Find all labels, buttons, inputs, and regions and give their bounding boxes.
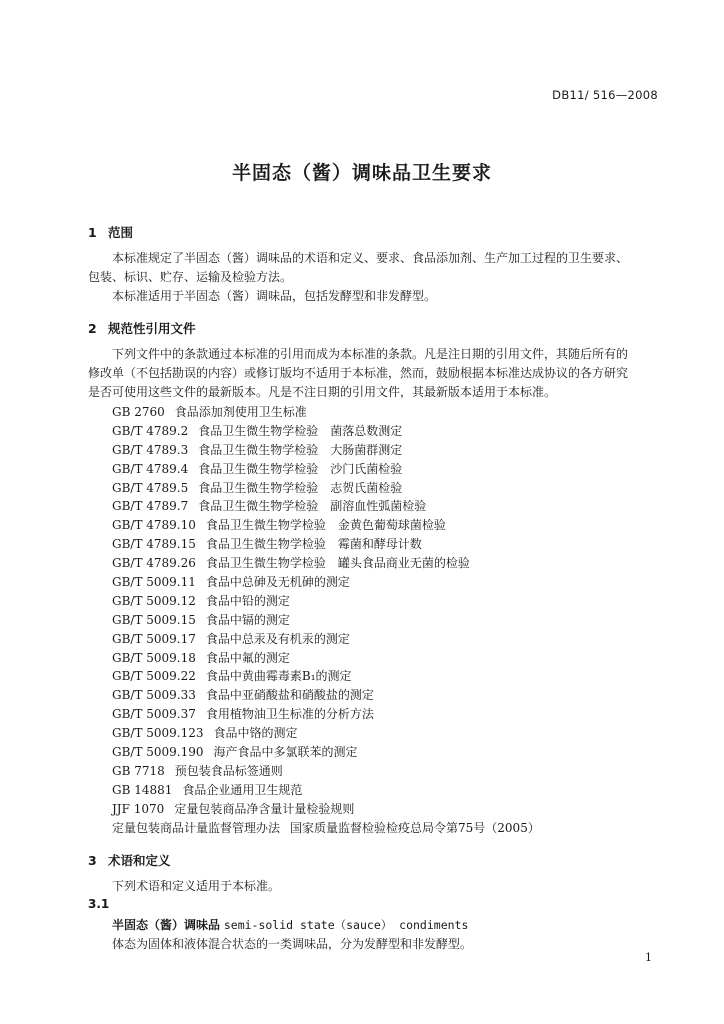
reference-item [112,724,540,743]
reference-code: GB/T 4789.10 [112,518,196,533]
reference-code: GB/T 5009.37 [112,707,196,722]
term-chinese: 半固态（酱）调味品 [112,918,221,932]
section-2-paragraph [88,345,656,402]
reference-item [112,781,540,800]
reference-title: 食品卫生微生物学检验 沙门氏菌检验 [198,461,403,476]
section-2-heading [88,319,196,337]
paragraph-line: 包装、标识、贮存、运输及检验方法。 [88,270,293,284]
reference-item [112,705,540,724]
reference-code: JJF 1070 [112,801,165,816]
reference-item [112,516,540,535]
reference-title: 食品卫生微生物学检验 副溶血性弧菌检验 [198,499,427,514]
reference-item [112,535,540,554]
reference-code: GB/T 4789.2 [112,423,189,438]
reference-item [112,479,540,498]
paragraph-line: 本标准规定了半固态（酱）调味品的术语和定义、要求、食品添加剂、生产加工过程的卫生要求、 [112,251,629,265]
reference-title: 食品中总汞及有机汞的测定 [205,631,350,646]
reference-title: 食品企业通用卫生规范 [182,782,303,797]
normative-references-list [112,403,540,837]
reference-code: GB 7718 [112,763,165,778]
reference-title: 食品中亚硝酸盐和硝酸盐的测定 [205,688,374,703]
reference-code: GB/T 5009.33 [112,688,196,703]
reference-code: GB/T 5009.190 [112,745,204,760]
reference-title: 食品添加剂使用卫生标准 [174,405,307,419]
reference-item [112,592,540,611]
reference-code: GB/T 5009.22 [112,669,196,684]
reference-code: GB 2760 [112,405,165,419]
reference-item [112,460,540,479]
paragraph-line: 是否可使用这些文件的最新版本。凡是不注日期的引用文件，其最新版本适用于本标准。 [88,385,557,399]
reference-item [112,403,540,422]
reference-item [112,611,540,630]
paragraph-line: 下列文件中的条款通过本标准的引用而成为本标准的条款。凡是注日期的引用文件，其随后所有的 [112,347,629,361]
term-definition: 体态为固体和液体混合状态的一类调味品，分为发酵型和非发酵型。 [112,937,473,951]
section-1-paragraph-2 [88,287,656,306]
term-english: semi-solid state（sauce） condiments [223,918,469,932]
reference-title: 海产食品中多氯联苯的测定 [213,745,358,760]
paragraph-line: 本标准适用于半固态（酱）调味品，包括发酵型和非发酵型。 [112,289,437,303]
reference-code: GB/T 5009.18 [112,650,196,665]
section-1-heading [88,223,133,241]
reference-code: GB/T 5009.11 [112,575,196,590]
section-1-paragraph-1 [88,249,656,287]
reference-title: 预包装食品标签通则 [174,763,283,778]
reference-item [112,800,540,819]
reference-title: 食品卫生微生物学检验 菌落总数测定 [198,423,403,438]
reference-item [112,686,540,705]
reference-code: GB/T 4789.15 [112,537,196,552]
section-title: 范围 [108,225,134,240]
reference-title: 食品卫生微生物学检验 霉菌和酵母计数 [205,537,422,552]
reference-title: 食品卫生微生物学检验 金黄色葡萄球菌检验 [205,518,446,533]
reference-item [112,762,540,781]
reference-title: 食品中氟的测定 [205,650,290,665]
reference-title: 食品中总砷及无机砷的测定 [205,575,350,590]
reference-title: 食用植物油卫生标准的分析方法 [205,707,374,722]
reference-title: 食品中镉的测定 [205,612,290,627]
reference-title: 食品中黄曲霉毒素B₁的测定 [205,669,352,684]
reference-code: GB/T 5009.15 [112,612,196,627]
page-number: 1 [645,951,652,964]
section-3-intro: 下列术语和定义适用于本标准。 [112,879,281,893]
reference-code: GB/T 4789.4 [112,461,189,476]
reference-title: 国家质量监督检验检疫总局令第75号（2005） [290,820,540,835]
reference-item [112,573,540,592]
reference-item [112,819,540,838]
standard-code: DB11/ 516—2008 [552,88,658,102]
section-number: 2 [88,321,97,336]
reference-item [112,422,540,441]
reference-code: 定量包装商品计量监督管理办法 [112,820,281,835]
reference-item [112,649,540,668]
term-entry [112,916,468,933]
paragraph-line: 修改单（不包括勘误的内容）或修订版均不适用于本标准，然而，鼓励根据本标准达成协议的各方研究 [88,366,629,380]
reference-code: GB/T 5009.123 [112,726,204,741]
reference-item [112,497,540,516]
subsection-number: 3.1 [88,897,110,911]
reference-title: 食品卫生微生物学检验 罐头食品商业无菌的检验 [205,556,470,571]
section-title: 术语和定义 [108,853,171,868]
reference-code: GB/T 4789.5 [112,480,189,495]
reference-item [112,667,540,686]
document-title: 半固态（酱）调味品卫生要求 [231,162,492,184]
reference-code: GB 14881 [112,782,173,797]
reference-code: GB/T 5009.17 [112,631,196,646]
reference-code: GB/T 5009.12 [112,593,196,608]
reference-item [112,554,540,573]
reference-title: 食品中铬的测定 [213,726,298,741]
reference-title: 定量包装商品净含量计量检验规则 [174,801,355,816]
section-number: 1 [88,225,97,240]
reference-item [112,743,540,762]
reference-item [112,441,540,460]
reference-title: 食品卫生微生物学检验 志贺氏菌检验 [198,480,403,495]
section-3-heading [88,851,171,869]
reference-title: 食品中铅的测定 [205,593,290,608]
reference-code: GB/T 4789.3 [112,442,189,457]
reference-code: GB/T 4789.26 [112,556,196,571]
section-title: 规范性引用文件 [108,321,196,336]
reference-code: GB/T 4789.7 [112,499,189,514]
section-number: 3 [88,853,97,868]
reference-item [112,630,540,649]
reference-title: 食品卫生微生物学检验 大肠菌群测定 [198,442,403,457]
